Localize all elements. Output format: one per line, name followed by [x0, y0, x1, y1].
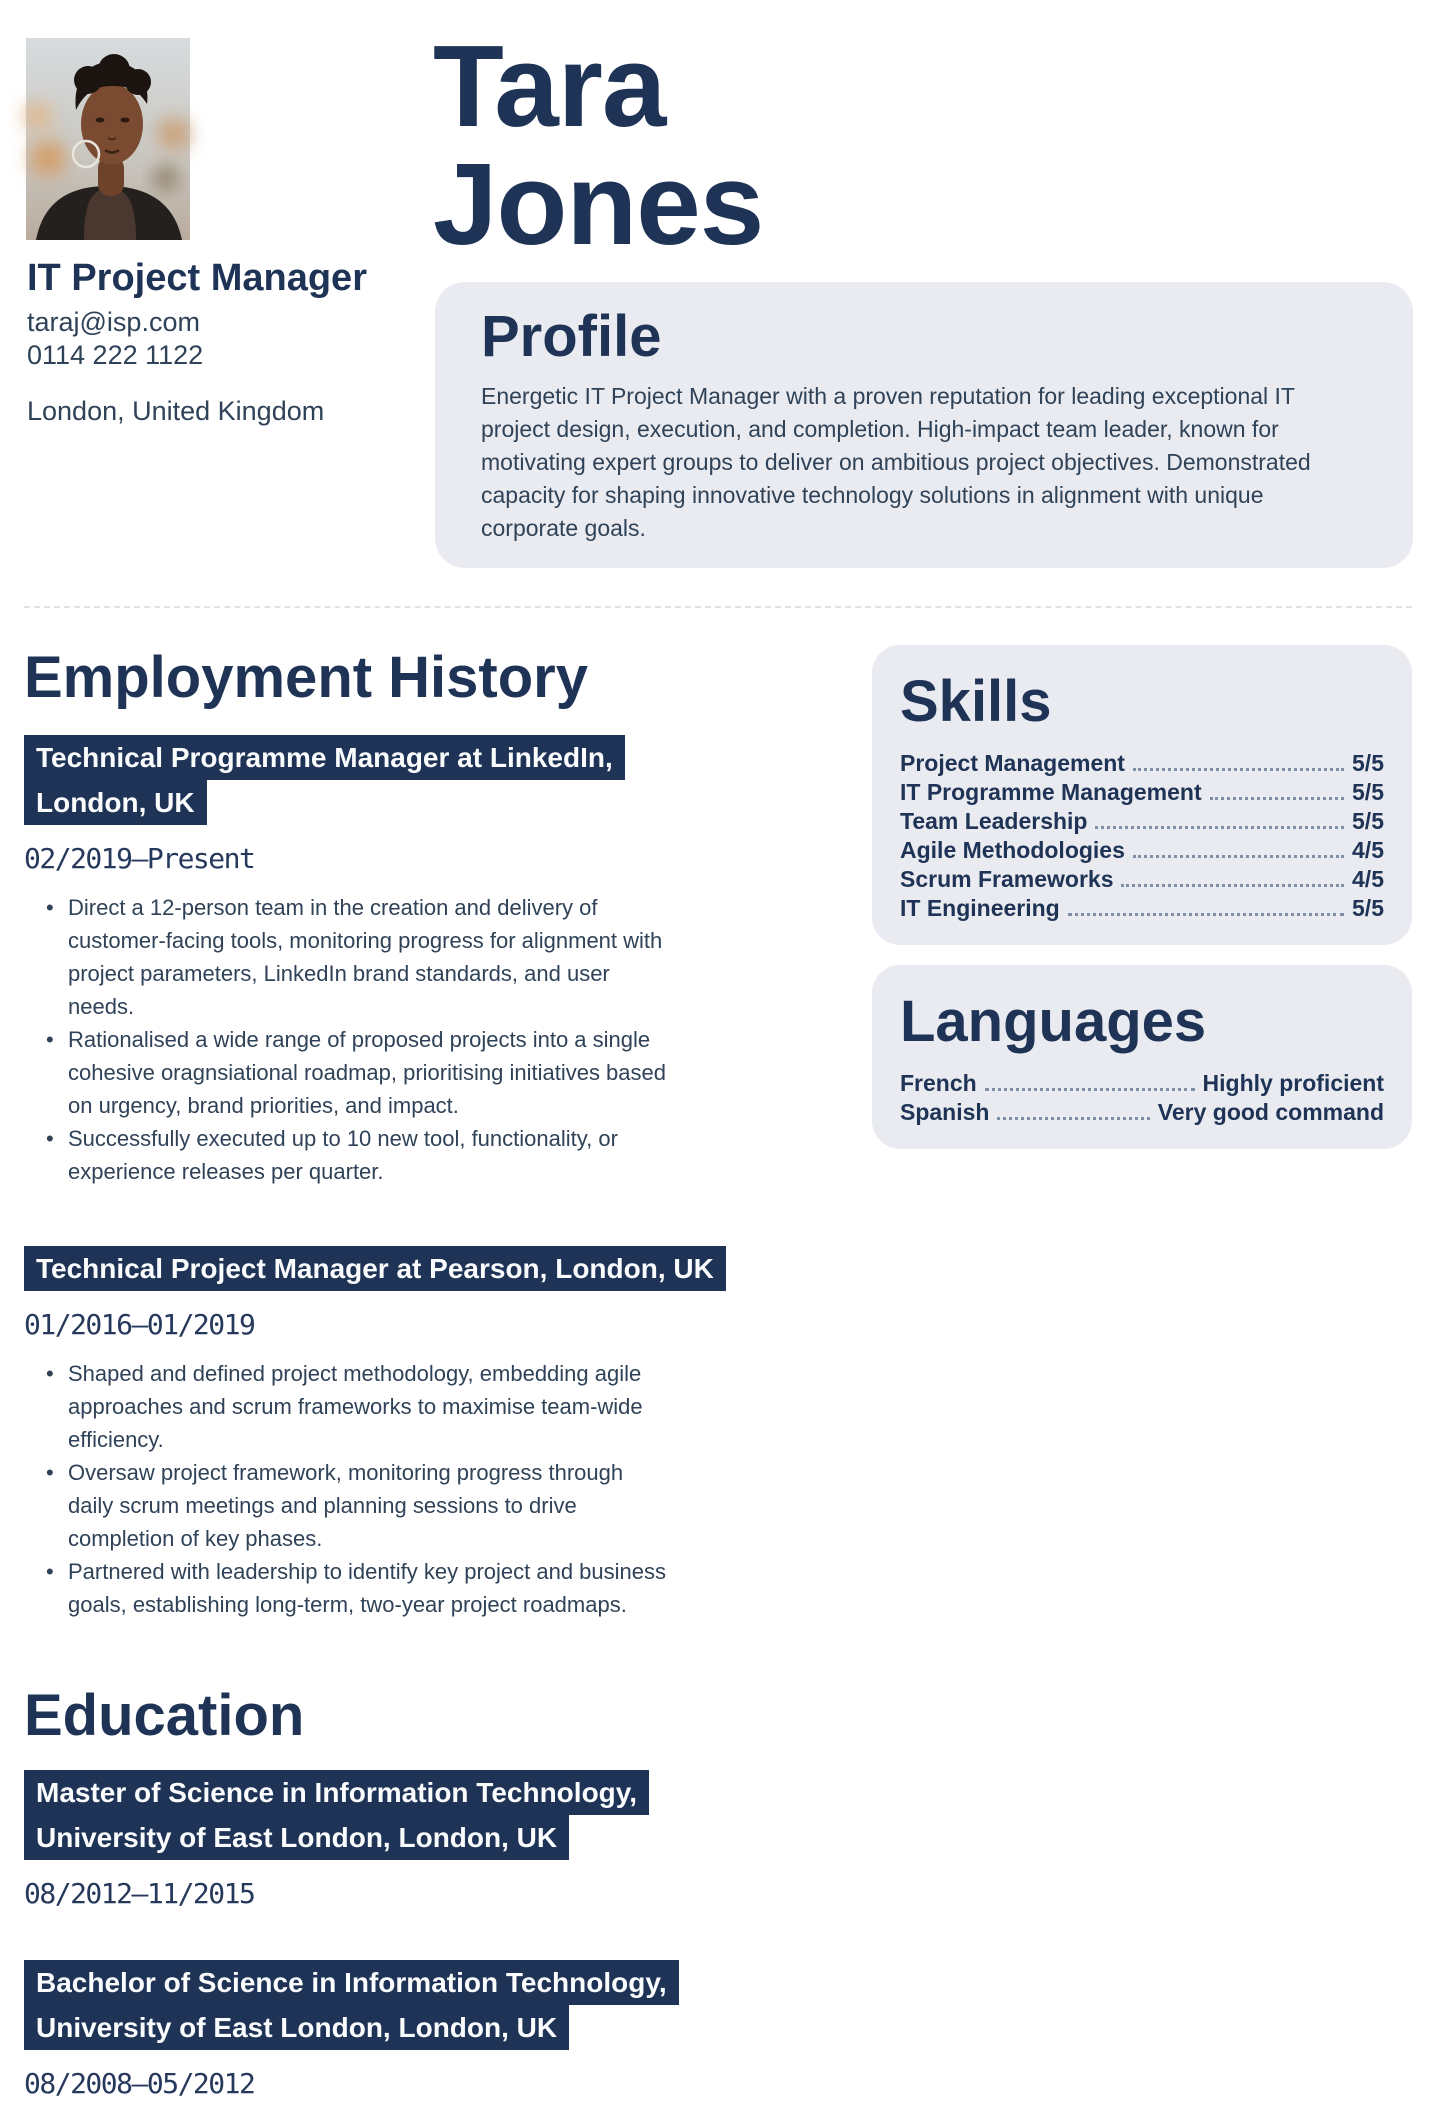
- job-entry-linkedin: [24, 735, 674, 1188]
- skill-row: [900, 749, 1384, 778]
- skill-level: 5/5: [1352, 750, 1384, 776]
- job-bullet: • Partnered with leadership to identify key project and business goals, establishing long-term, two-year project roadmaps.: [68, 1555, 674, 1621]
- skill-level: 5/5: [1352, 779, 1384, 805]
- job-title-line: Technical Programme Manager at LinkedIn,: [24, 735, 625, 780]
- languages-heading: Languages: [900, 989, 1207, 1054]
- language-level: Highly proficient: [1202, 1070, 1384, 1096]
- skill-name: IT Programme Management: [900, 779, 1202, 805]
- job-bullet: • Direct a 12-person team in the creation and delivery of customer-facing tools, monitoring progress for alignment with project parameters, LinkedIn brand standards, and user needs.: [68, 891, 674, 1023]
- dotted-leader: [1068, 913, 1344, 916]
- education-title-highlight: [24, 1960, 674, 2050]
- skill-name: Project Management: [900, 750, 1125, 776]
- profile-photo: [26, 38, 190, 240]
- job-bullets: [24, 1357, 674, 1621]
- education-title-line: University of East London, London, UK: [24, 2005, 569, 2050]
- skill-level: 4/5: [1352, 866, 1384, 892]
- job-title-highlight: [24, 735, 674, 825]
- skill-name: Agile Methodologies: [900, 837, 1125, 863]
- profile-heading: Profile: [481, 304, 662, 369]
- language-level: Very good command: [1157, 1099, 1384, 1125]
- skills-list: [900, 749, 1384, 923]
- dotted-leader: [1095, 826, 1344, 829]
- skill-level: 5/5: [1352, 808, 1384, 834]
- skills-heading: Skills: [900, 669, 1052, 734]
- dotted-leader: [1133, 855, 1344, 858]
- job-title-line: London, UK: [24, 780, 207, 825]
- name-line-first: Tara: [433, 21, 666, 151]
- email-text: taraj@isp.com: [27, 307, 200, 337]
- job-bullet: • Rationalised a wide range of proposed projects into a single cohesive oragnsiational roadmap, prioritising initiatives based on urgency, brand priorities, and impact.: [68, 1023, 674, 1122]
- job-title-line: Technical Project Manager at Pearson, London, UK: [24, 1246, 726, 1291]
- dotted-leader: [985, 1088, 1195, 1091]
- page-title: [433, 21, 764, 269]
- skill-row: [900, 836, 1384, 865]
- profile-text: Energetic IT Project Manager with a proven reputation for leading exceptional IT project design, execution, and completion. High-impact team leader, known for motivating expert groups to deliver on ambitious project objectives. Demonstrated capacity for shaping innovative technology solutions in alignment with unique corporate goals.: [481, 383, 1311, 541]
- phone-text: 0114 222 1122: [27, 340, 204, 370]
- job-bullet: • Oversaw project framework, monitoring progress through daily scrum meetings and planning sessions to drive completion of key phases.: [68, 1456, 674, 1555]
- job-bullet: • Successfully executed up to 10 new tool, functionality, or experience releases per quarter.: [68, 1122, 674, 1188]
- language-row: [900, 1098, 1384, 1127]
- education-entry-bachelor: [24, 1960, 674, 2102]
- education-title-line: Master of Science in Information Technology,: [24, 1770, 649, 1815]
- skill-row: [900, 894, 1384, 923]
- education-dates: 08/2012—11/2015: [24, 1877, 255, 1910]
- section-divider: [24, 606, 1412, 608]
- dotted-leader: [1210, 797, 1344, 800]
- skill-name: Team Leadership: [900, 808, 1088, 834]
- skill-row: [900, 778, 1384, 807]
- education-heading: Education: [24, 1683, 305, 1748]
- education-title-highlight: [24, 1770, 674, 1860]
- employment-heading: Employment History: [24, 645, 588, 710]
- skill-name: Scrum Frameworks: [900, 866, 1114, 892]
- languages-section: [872, 965, 1412, 1149]
- education-entry-master: [24, 1770, 674, 1912]
- language-name: Spanish: [900, 1099, 990, 1125]
- skill-row: [900, 807, 1384, 836]
- dotted-leader: [1121, 884, 1344, 887]
- skill-level: 5/5: [1352, 895, 1384, 921]
- education-dates: 08/2008—05/2012: [24, 2067, 255, 2100]
- job-entry-pearson: [24, 1246, 714, 1621]
- job-bullets: [24, 891, 674, 1188]
- job-dates: 02/2019—Present: [24, 842, 255, 875]
- header-job-title: IT Project Manager: [27, 257, 367, 299]
- contact-block: [27, 255, 407, 428]
- education-title-line: University of East London, London, UK: [24, 1815, 569, 1860]
- job-title-highlight: [24, 1246, 714, 1291]
- dotted-leader: [1133, 768, 1344, 771]
- name-line-last: Jones: [433, 139, 764, 269]
- dotted-leader: [997, 1117, 1149, 1120]
- skill-row: [900, 865, 1384, 894]
- right-column: [872, 645, 1412, 1149]
- skills-section: [872, 645, 1412, 945]
- skill-name: IT Engineering: [900, 895, 1060, 921]
- education-title-line: Bachelor of Science in Information Technology,: [24, 1960, 679, 2005]
- language-name: French: [900, 1070, 977, 1096]
- skill-level: 4/5: [1352, 837, 1384, 863]
- portrait-illustration: [26, 38, 190, 240]
- languages-list: [900, 1069, 1384, 1127]
- job-bullet: • Shaped and defined project methodology, embedding agile approaches and scrum frameworks to maximise team-wide efficiency.: [68, 1357, 674, 1456]
- profile-section: [435, 282, 1413, 568]
- language-row: [900, 1069, 1384, 1098]
- location-text: London, United Kingdom: [27, 396, 325, 426]
- left-column: [24, 645, 714, 2102]
- job-dates: 01/2016—01/2019: [24, 1308, 255, 1341]
